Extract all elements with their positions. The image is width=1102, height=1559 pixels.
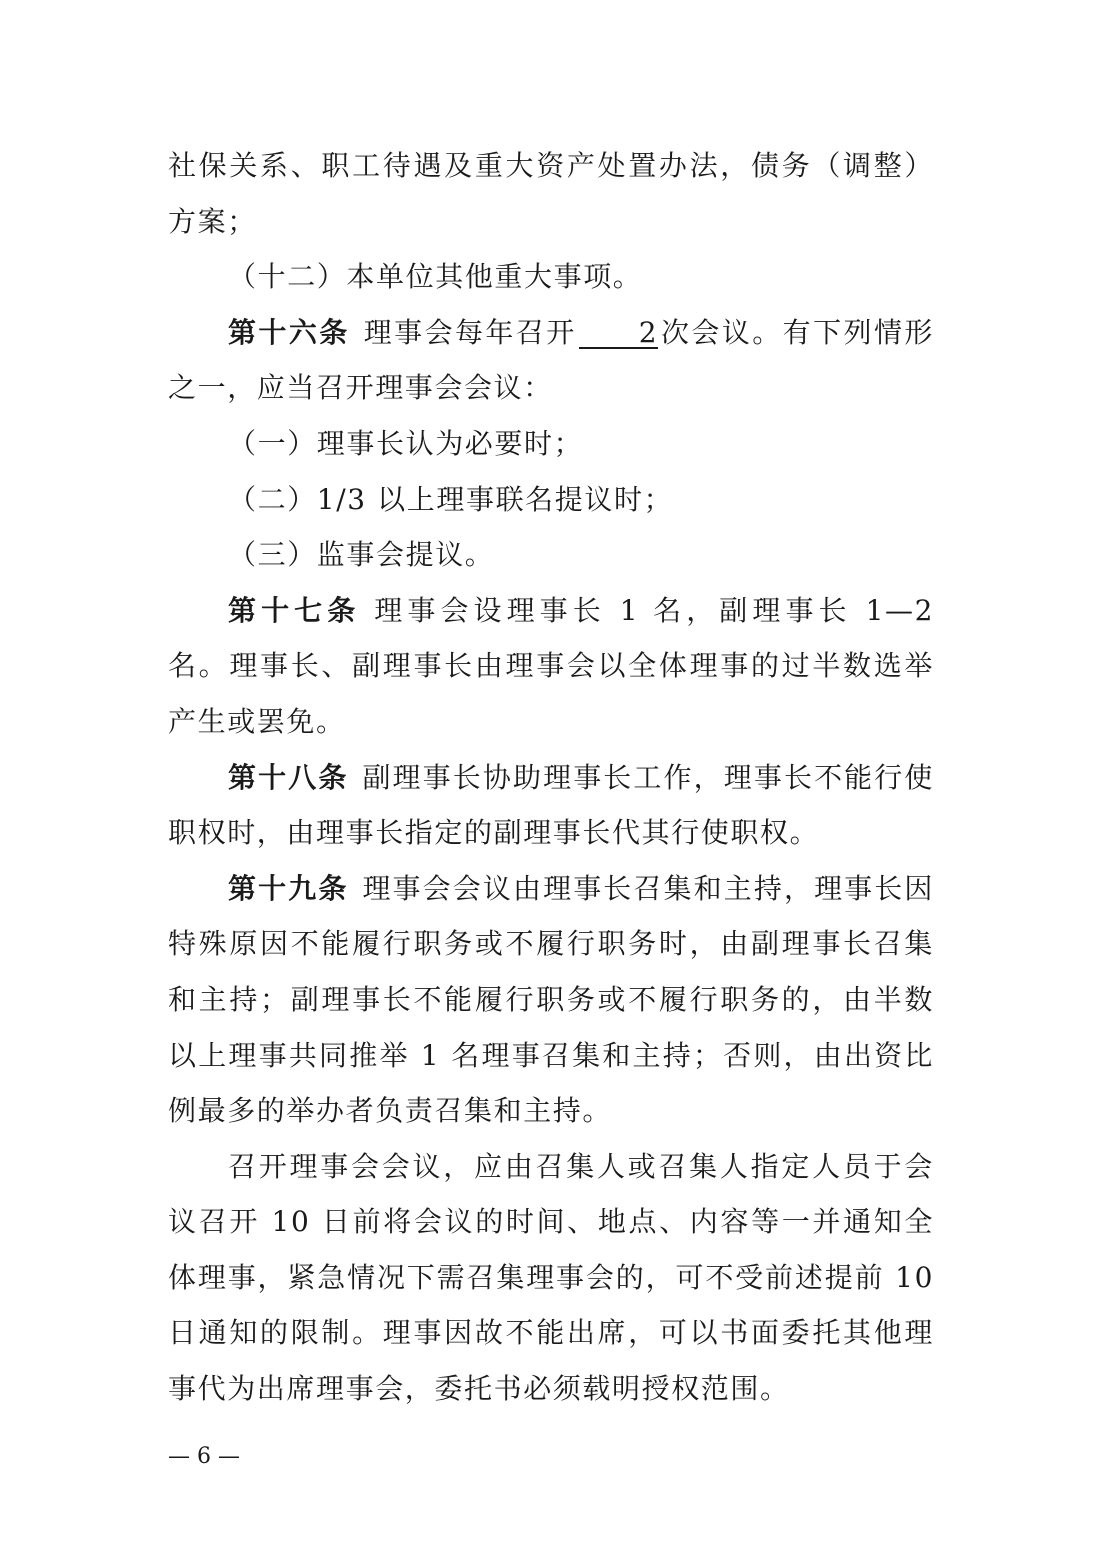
article-19	[168, 861, 934, 1139]
article-18-title: 第十八条	[228, 760, 349, 794]
article-17-text: 理事会设理事长 1 名，副理事长 1—2 名。理事长、副理事长由理事会以全体理事的过半数选举产生或罢免。	[168, 593, 934, 738]
article-19-title: 第十九条	[228, 871, 349, 905]
article-17	[168, 583, 934, 750]
article-19-text: 理事会会议由理事长召集和主持，理事长因特殊原因不能履行职务或不履行职务时，由副理事长召集和主持；副理事长不能履行职务或不履行职务的，由半数以上理事共同推举 1 名理事召集和主持；否则，由出资比例最多的举办者负责召集和主持。	[168, 871, 934, 1128]
page-number: — 6 —	[168, 1444, 240, 1469]
list-item-3: （三）监事会提议。	[228, 538, 495, 572]
article-16	[168, 305, 934, 416]
article-16-text-b: 次会议。有下列情形之一，应当召开理事会会议：	[168, 315, 934, 405]
article-17-title: 第十七条	[228, 593, 361, 627]
paragraph-continuation: 社保关系、职工待遇及重大资产处置办法，债务（调整）方案；	[168, 149, 934, 238]
article-16-title: 第十六条	[228, 315, 350, 349]
document-body	[168, 138, 934, 1417]
list-item-2: （二）1/3 以上理事联名提议时；	[228, 482, 674, 516]
meeting-count-blank: 2	[579, 319, 658, 349]
list-item-1: （一）理事长认为必要时；	[228, 426, 584, 460]
article-18-text: 副理事长协助理事长工作，理事长不能行使职权时，由理事长指定的副理事长代其行使职权。	[168, 760, 934, 850]
article-18	[168, 750, 934, 861]
paragraph-item-12: （十二）本单位其他重大事项。	[228, 260, 643, 294]
paragraph-meeting-notice: 召开理事会会议，应由召集人或召集人指定人员于会议召开 10 日前将会议的时间、地点、内容等一并通知全体理事，紧急情况下需召集理事会的，可不受前述提前 10 日通知的限制。理事因故不能出席，可以书面委托其他理事代为出席理事会，委托书必须载明授权范围。	[168, 1149, 934, 1406]
article-16-text-a: 理事会每年召开	[363, 315, 577, 349]
